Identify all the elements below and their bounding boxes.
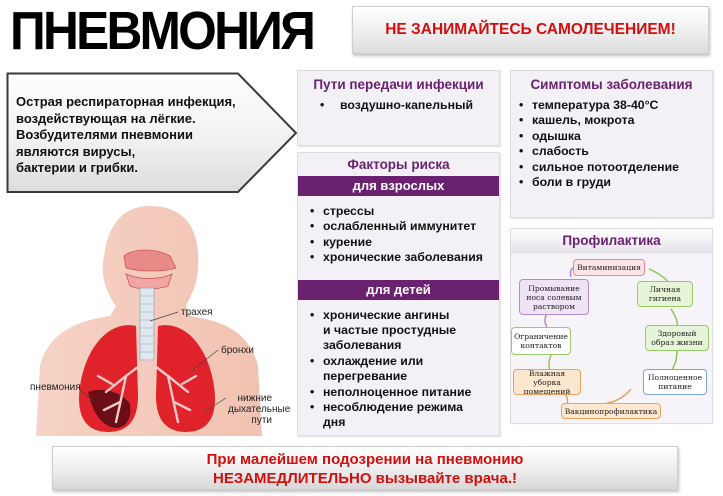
symptoms-title: Симптомы заболевания [530, 77, 693, 92]
list-item: • хронические ангины и частые простудные заболевания [308, 308, 499, 354]
list-item: • температура 38-40°С [517, 98, 712, 113]
prevention-panel [510, 228, 713, 424]
transmission-list [318, 98, 499, 113]
list-item: • неполноценное питание [308, 385, 499, 400]
transmission-panel [297, 70, 500, 146]
list-item: • ослабленный иммунитет [308, 219, 499, 234]
list-item: • курение [308, 235, 499, 250]
node-wet-cleaning: Влажная уборка помещений [513, 369, 581, 395]
definition-text: Острая респираторная инфекция, воздействующая на лёгкие. Возбудителями пневмонии являются вирусы, бактерии и грибки. [16, 94, 236, 175]
node-healthy-lifestyle: Здоровый образ жизни [645, 325, 709, 351]
list-item: • воздушно-капельный [318, 98, 499, 113]
list-item: • одышка [517, 129, 712, 144]
list-item: • сильное потоотделение [517, 160, 712, 175]
node-nose-rinse: Промывание носа солевым раствором [519, 279, 589, 315]
definition-arrow-box [6, 72, 298, 194]
node-limit-contacts: Ограничение контактов [511, 327, 571, 355]
list-item: • кашель, мокрота [517, 113, 712, 128]
call-doctor-line2: НЕЗАМЕДЛИТЕЛЬНО вызывайте врача.! [212, 470, 517, 487]
symptoms-list [517, 98, 712, 190]
list-item: • хронические заболевания [308, 250, 499, 265]
adults-risk-list [308, 204, 499, 266]
list-item: • боли в груди [517, 175, 712, 190]
node-vitamins: Витаминизация [573, 259, 645, 276]
risk-title: Факторы риска [347, 157, 450, 172]
page-title: ПНЕВМОНИЯ [10, 1, 314, 61]
list-item: • слабость [517, 144, 712, 159]
label-pneumonia: пневмония [30, 382, 81, 393]
list-item: • охлаждение или перегревание [308, 354, 499, 385]
children-bar: для детей [298, 280, 499, 300]
list-item: • стрессы [308, 204, 499, 219]
call-doctor-banner [52, 446, 678, 490]
self-treatment-warning: НЕ ЗАНИМАЙТЕСЬ САМОЛЕЧЕНИЕМ! [352, 6, 709, 54]
prevention-title: Профилактика [562, 233, 661, 248]
transmission-title: Пути передачи инфекции [313, 77, 484, 92]
children-risk-list [308, 308, 499, 431]
risk-factors-panel [297, 152, 500, 436]
symptoms-panel [510, 70, 713, 218]
call-doctor-line1: При малейшем подозрении на пневмонию [206, 451, 524, 468]
adults-bar: для взрослых [298, 176, 499, 196]
list-item: • несоблюдение режима дня [308, 400, 499, 431]
label-bronchi: бронхи [221, 345, 254, 356]
node-vaccination: Вакцинопрофилактика [561, 403, 661, 419]
node-hygiene: Личная гигиена [637, 281, 693, 307]
label-trachea: трахея [181, 307, 213, 318]
label-lower-airways: нижние дыхательные пути [228, 393, 291, 426]
node-nutrition: Полноценное питание [643, 369, 707, 395]
